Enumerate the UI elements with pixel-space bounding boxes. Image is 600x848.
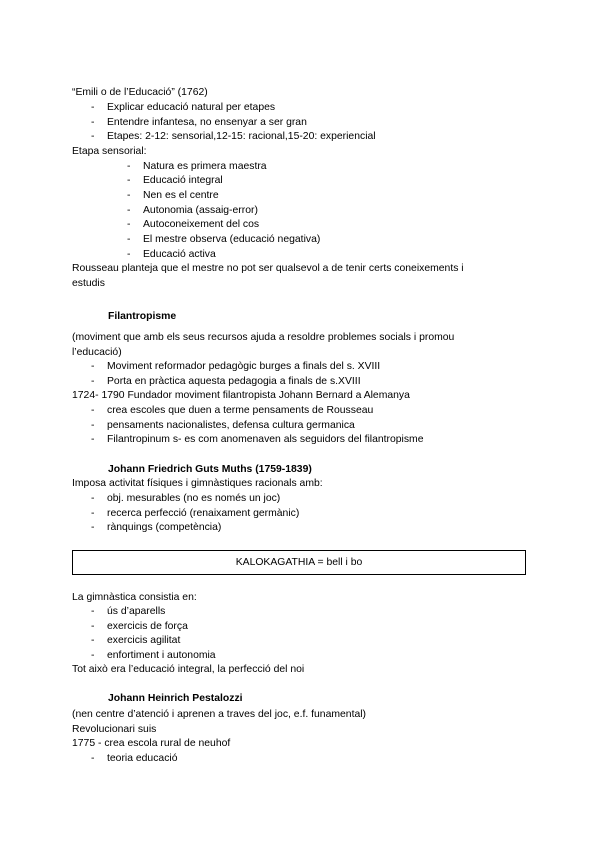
list-item: - Natura es primera maestra bbox=[127, 161, 267, 172]
bullet-dash: - bbox=[91, 621, 95, 632]
list-item: - Explicar educació natural per etapes bbox=[91, 102, 276, 113]
filantropisme-desc-line: (moviment que amb els seus recursos ajuda a resoldre problemes socials i promou bbox=[72, 332, 455, 343]
pestalozzi-revol: Revolucionari suis bbox=[72, 724, 157, 735]
list-item: - Porta en pràctica aquesta pedagogia a finals de s.XVIII bbox=[91, 376, 361, 387]
gym-conclusion: Tot això era l’educació integral, la perfecció del noi bbox=[72, 664, 305, 675]
bullet-dash: - bbox=[91, 508, 95, 519]
emili-title: “Emili o de l’Educació” (1762) bbox=[72, 87, 208, 98]
list-item: - Entendre infantesa, no ensenyar a ser gran bbox=[91, 117, 307, 128]
list-item: - El mestre observa (educació negativa) bbox=[127, 234, 321, 245]
gym-title: La gimnàstica consistia en: bbox=[72, 592, 197, 603]
bullet-dash: - bbox=[127, 249, 131, 260]
rousseau-text-line: estudis bbox=[72, 278, 105, 289]
bullet-dash: - bbox=[91, 635, 95, 646]
bullet-dash: - bbox=[127, 205, 131, 216]
bullet-dash: - bbox=[91, 131, 95, 142]
bullet-dash: - bbox=[127, 190, 131, 201]
list-item: - Autoconeixement del cos bbox=[127, 219, 260, 230]
bullet-dash: - bbox=[91, 102, 95, 113]
list-item: - teoria educació bbox=[91, 753, 178, 764]
bullet-dash: - bbox=[91, 361, 95, 372]
list-item: - crea escoles que duen a terme pensaments de Rousseau bbox=[91, 405, 374, 416]
pestalozzi-desc: (nen centre d’atenció i aprenen a traves del joc, e.f. funamental) bbox=[72, 709, 366, 720]
bullet-dash: - bbox=[91, 117, 95, 128]
filantropisme-founder: 1724- 1790 Fundador moviment filantropista Johann Bernard a Alemanya bbox=[72, 390, 410, 401]
guts-intro: Imposa activitat físiques i gimnàstiques racionals amb: bbox=[72, 478, 323, 489]
bullet-dash: - bbox=[91, 420, 95, 431]
bullet-dash: - bbox=[91, 376, 95, 387]
bullet-dash: - bbox=[91, 522, 95, 533]
guts-heading: Johann Friedrich Guts Muths (1759-1839) bbox=[108, 464, 312, 475]
bullet-dash: - bbox=[91, 606, 95, 617]
sensorial-title: Etapa sensorial: bbox=[72, 146, 147, 157]
bullet-dash: - bbox=[127, 161, 131, 172]
filantropisme-heading: Filantropisme bbox=[108, 311, 177, 322]
list-item: - enfortiment i autonomia bbox=[91, 650, 216, 661]
list-item: - Filantropinum s- es com anomenaven als seguidors del filantropisme bbox=[91, 434, 424, 445]
filantropisme-desc-line: l’educació) bbox=[72, 347, 122, 358]
bullet-dash: - bbox=[127, 175, 131, 186]
list-item: - exercicis agilitat bbox=[91, 635, 181, 646]
bullet-dash: - bbox=[127, 234, 131, 245]
list-item: - Etapes: 2-12: sensorial,12-15: racional,15-20: experiencial bbox=[91, 131, 376, 142]
list-item: - Educació activa bbox=[127, 249, 216, 260]
list-item: - obj. mesurables (no es només un joc) bbox=[91, 493, 281, 504]
pestalozzi-school: 1775 - crea escola rural de neuhof bbox=[72, 738, 231, 749]
list-item: - Moviment reformador pedagògic burges a finals del s. XVIII bbox=[91, 361, 381, 372]
list-item: - rànquings (competència) bbox=[91, 522, 222, 533]
bullet-dash: - bbox=[91, 434, 95, 445]
rousseau-text-line: Rousseau planteja que el mestre no pot ser qualsevol a de tenir certs coneixements i bbox=[72, 263, 464, 274]
list-item: - exercicis de força bbox=[91, 621, 188, 632]
list-item: - ús d’aparells bbox=[91, 606, 166, 617]
bullet-dash: - bbox=[127, 219, 131, 230]
list-item: - pensaments nacionalistes, defensa cultura germanica bbox=[91, 420, 355, 431]
bullet-dash: - bbox=[91, 405, 95, 416]
bullet-dash: - bbox=[91, 650, 95, 661]
list-item: - Educació integral bbox=[127, 175, 223, 186]
pestalozzi-heading: Johann Heinrich Pestalozzi bbox=[108, 693, 243, 704]
list-item: - Nen es el centre bbox=[127, 190, 219, 201]
list-item: - Autonomia (assaig-error) bbox=[127, 205, 258, 216]
bullet-dash: - bbox=[91, 493, 95, 504]
list-item: - recerca perfecció (renaixament germànic) bbox=[91, 508, 300, 519]
bullet-dash: - bbox=[91, 753, 95, 764]
kalokagathia-box: KALOKAGATHIA = bell i bo bbox=[72, 550, 526, 575]
